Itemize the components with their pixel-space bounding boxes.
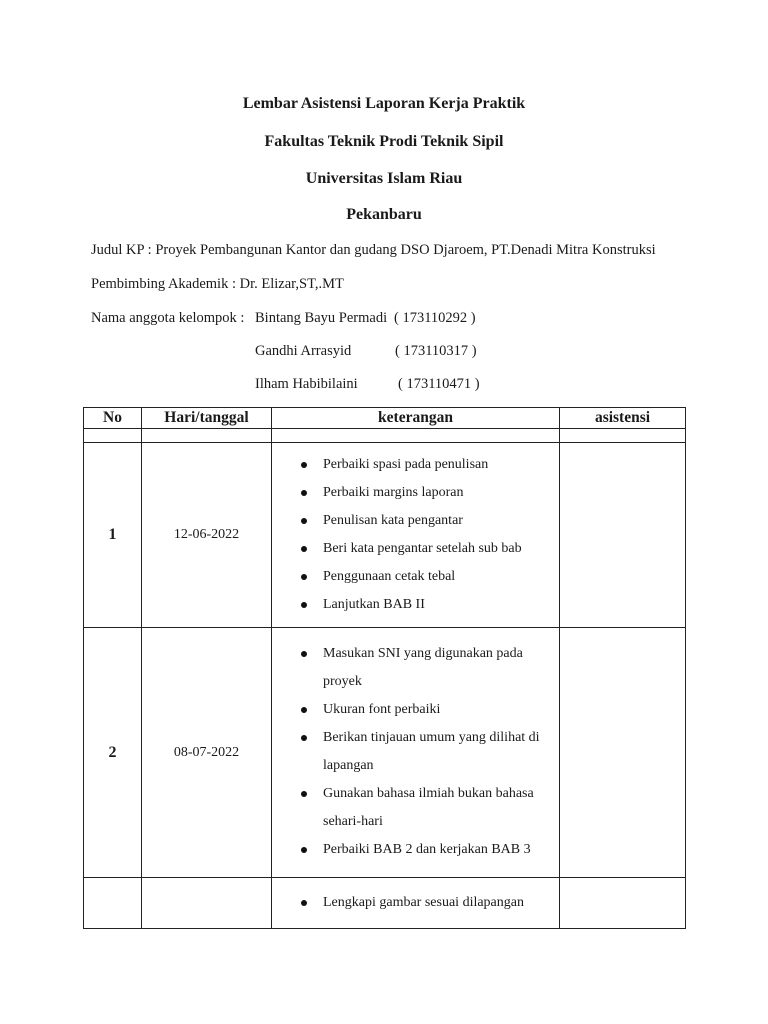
list-item: Lanjutkan BAB II <box>272 591 559 619</box>
row-number: 1 <box>84 443 142 628</box>
list-item: Perbaiki margins laporan <box>272 479 559 507</box>
list-item: Lengkapi gambar sesuai dilapangan <box>272 889 559 917</box>
city-title: Pekanbaru <box>346 206 422 223</box>
table-row <box>84 443 686 628</box>
member-nim: ( 173110317 ) <box>395 343 477 359</box>
bullet-icon <box>301 651 307 657</box>
member-name: Gandhi Arrasyid <box>255 343 352 359</box>
header-hari-tanggal: Hari/tanggal <box>142 408 272 429</box>
asistensi-table <box>83 407 686 929</box>
university-title: Universitas Islam Riau <box>305 170 463 187</box>
bullet-icon <box>301 900 307 906</box>
list-item: Penggunaan cetak tebal <box>272 563 559 591</box>
table-row <box>84 878 686 929</box>
list-item: Ukuran font perbaiki <box>272 696 559 724</box>
row-number <box>84 878 142 929</box>
bullet-icon <box>301 490 307 496</box>
list-item: Beri kata pengantar setelah sub bab <box>272 535 559 563</box>
table-header-row <box>84 408 686 429</box>
row-asistensi <box>560 878 686 929</box>
faculty-title: Fakultas Teknik Prodi Teknik Sipil <box>264 133 504 150</box>
list-item: Masukan SNI yang digunakan pada proyek <box>272 640 559 696</box>
row-keterangan <box>272 878 560 929</box>
spacer-row <box>84 429 686 443</box>
judul-kp: Judul KP : Proyek Pembangunan Kantor dan gudang DSO Djaroem, PT.Denadi Mitra Konstruksi <box>91 242 656 258</box>
row-number: 2 <box>84 628 142 878</box>
bullet-icon <box>301 707 307 713</box>
row-date: 08-07-2022 <box>142 628 272 878</box>
header-no: No <box>84 408 142 429</box>
pembimbing-akademik: Pembimbing Akademik : Dr. Elizar,ST,.MT <box>91 276 344 292</box>
row-asistensi <box>560 628 686 878</box>
row-keterangan <box>272 628 560 878</box>
spacer-cell <box>272 429 560 443</box>
member-name: Bintang Bayu Permadi <box>255 310 388 326</box>
bullet-icon <box>301 847 307 853</box>
bullet-icon <box>301 574 307 580</box>
list-item: Penulisan kata pengantar <box>272 507 559 535</box>
list-item: Berikan tinjauan umum yang dilihat di lapangan <box>272 724 559 780</box>
list-item: Perbaiki spasi pada penulisan <box>272 451 559 479</box>
spacer-cell <box>142 429 272 443</box>
document-title: Lembar Asistensi Laporan Kerja Praktik <box>242 95 526 112</box>
bullet-icon <box>301 462 307 468</box>
header-keterangan: keterangan <box>272 408 560 429</box>
row-keterangan <box>272 443 560 628</box>
spacer-cell <box>84 429 142 443</box>
member-nim: ( 173110471 ) <box>398 376 480 392</box>
member-nim: ( 173110292 ) <box>394 310 476 326</box>
bullet-icon <box>301 546 307 552</box>
anggota-label: Nama anggota kelompok : <box>91 310 249 326</box>
table-row <box>84 628 686 878</box>
bullet-icon <box>301 602 307 608</box>
spacer-cell <box>560 429 686 443</box>
row-date <box>142 878 272 929</box>
member-name: Ilham Habibilaini <box>255 376 358 392</box>
bullet-icon <box>301 791 307 797</box>
bullet-icon <box>301 518 307 524</box>
row-date: 12-06-2022 <box>142 443 272 628</box>
bullet-icon <box>301 735 307 741</box>
header-asistensi: asistensi <box>560 408 686 429</box>
row-asistensi <box>560 443 686 628</box>
list-item: Perbaiki BAB 2 dan kerjakan BAB 3 <box>272 836 559 864</box>
list-item: Gunakan bahasa ilmiah bukan bahasa sehari-hari <box>272 780 559 836</box>
